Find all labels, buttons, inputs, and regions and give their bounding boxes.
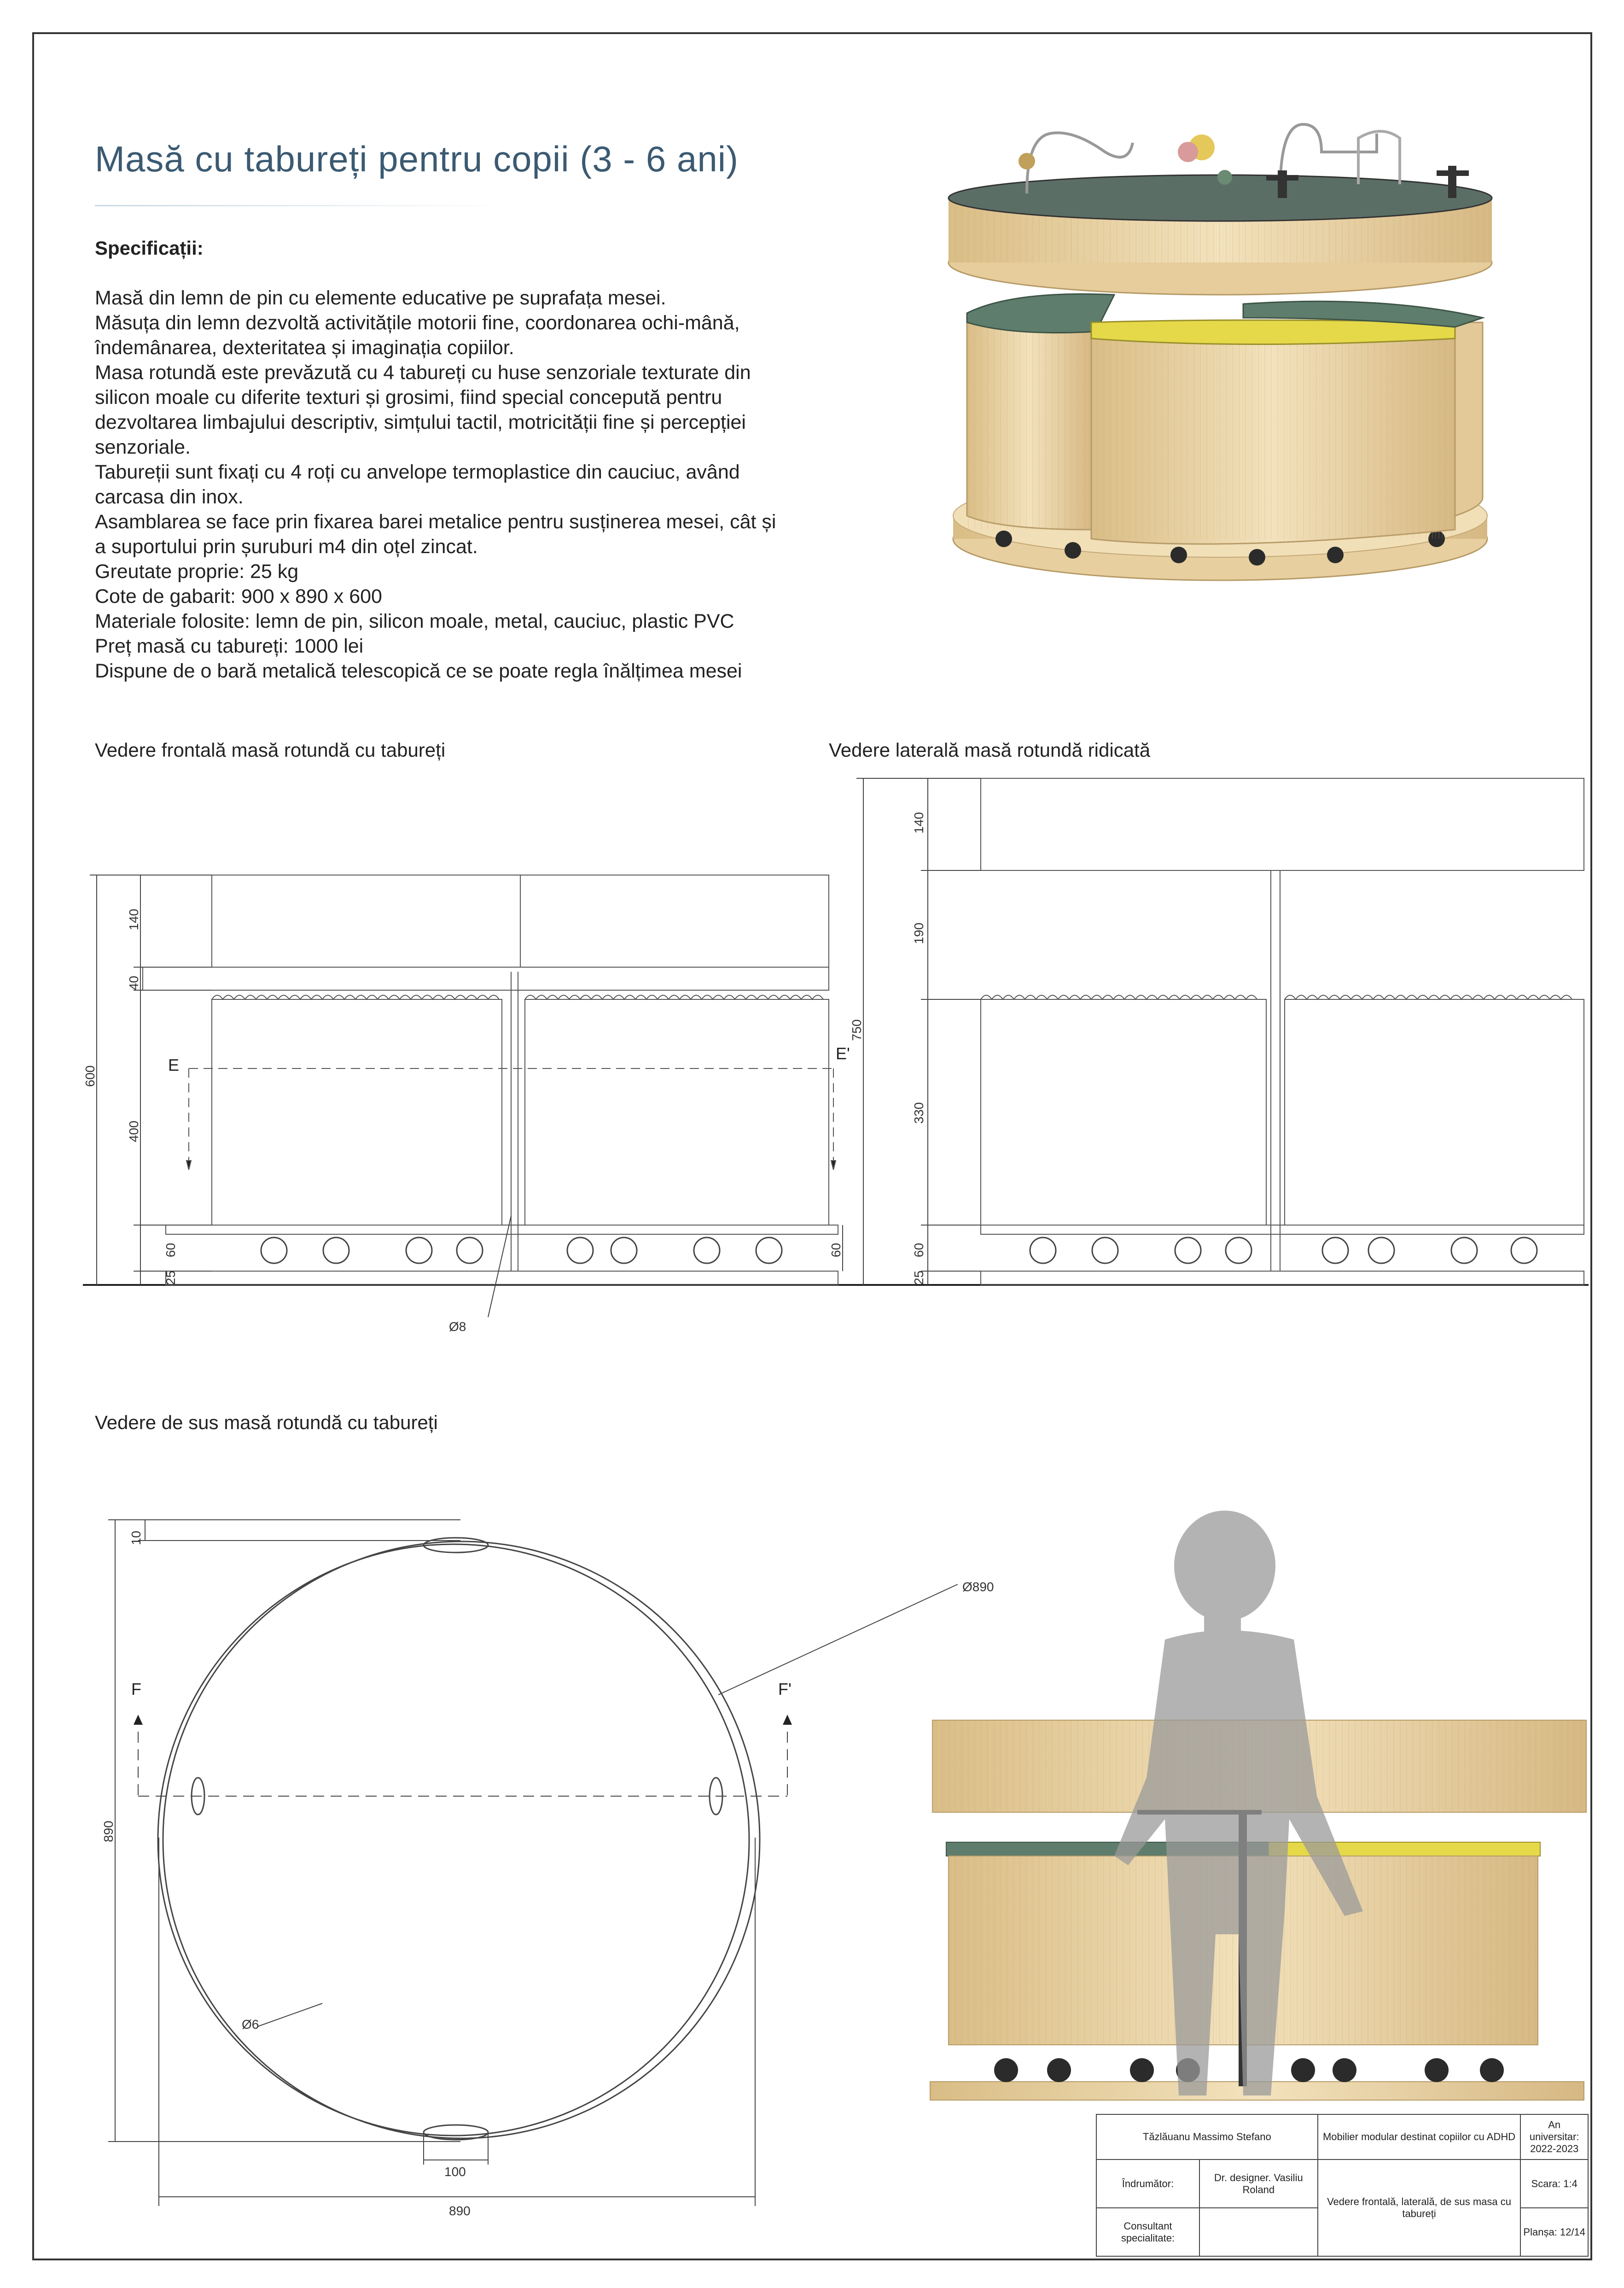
side-dim-wheel: 60 xyxy=(912,1243,926,1257)
side-dim-total: 750 xyxy=(850,1019,864,1041)
side-dim-stool: 330 xyxy=(912,1102,926,1124)
side-view-dimensions xyxy=(850,812,926,1285)
spec-line: a suportului prin șuruburi m4 din oțel zincat. xyxy=(95,536,478,558)
consultant-label: Consultant specialitate: xyxy=(1096,2208,1199,2256)
front-dim-stool: 400 xyxy=(127,1121,141,1142)
side-dim-bar: 190 xyxy=(912,922,926,944)
top-view-dimensions xyxy=(101,1531,994,2218)
spec-line: Tabureții sunt fixați cu 4 roți cu anvelope termoplastice din cauciuc, având xyxy=(95,461,740,483)
author-name: Tăzlăuanu Massimo Stefano xyxy=(1096,2114,1318,2160)
coordinator-label: Îndrumător: xyxy=(1096,2160,1199,2208)
year-label: An universitar: xyxy=(1529,2119,1579,2142)
academic-year xyxy=(1520,2114,1588,2160)
spec-heading: Specificații: xyxy=(95,237,204,259)
section-mark-f: F xyxy=(131,1680,141,1698)
spec-line: îndemânarea, dexteritatea și imaginația copiilor. xyxy=(95,337,514,359)
page-title: Masă cu tabureți pentru copii (3 - 6 ani) xyxy=(95,139,739,179)
render-3d xyxy=(949,124,1492,580)
top-dim-hole-width: 100 xyxy=(444,2165,466,2179)
sheet-number: Planșa: 12/14 xyxy=(1520,2208,1588,2256)
coordinator-name: Dr. designer. Vasiliu Roland xyxy=(1199,2160,1318,2208)
section-mark-e: E xyxy=(168,1056,180,1074)
spec-line: Asamblarea se face prin fixarea barei metalice pentru susținerea mesei, cât și xyxy=(95,511,776,533)
spec-line: Masă din lemn de pin cu elemente educative pe suprafața mesei. xyxy=(95,287,666,309)
spec-line: Cote de gabarit: 900 x 890 x 600 xyxy=(95,585,382,607)
title-block xyxy=(1096,2114,1589,2257)
spec-line: senzoriale. xyxy=(95,436,191,458)
spec-line: Masa rotundă este prevăzută cu 4 tabureți cu huse senzoriale texturate din xyxy=(95,362,751,384)
drawing-name: Vedere frontală, laterală, de sus masa cu tabureți xyxy=(1318,2160,1521,2256)
top-view-title: Vedere de sus masă rotundă cu tabureți xyxy=(95,1412,438,1433)
spec-line: silicon moale cu diferite texturi și grosimi, fiind special concepută pentru xyxy=(95,386,722,409)
spec-line: Dispune de o bară metalică telescopică ce se poate regla înălțimea mesei xyxy=(95,660,742,682)
spec-line: dezvoltarea limbajului descriptiv, simțului tactil, motricității fine și percepției xyxy=(95,411,746,433)
section-mark-e-prime: E' xyxy=(836,1044,850,1063)
front-dim-gap: 40 xyxy=(127,975,141,990)
side-dim-base: 25 xyxy=(912,1270,926,1285)
top-view-drawing xyxy=(108,1520,958,2206)
spec-line: carcasa din inox. xyxy=(95,486,244,508)
year-value: 2022-2023 xyxy=(1530,2143,1579,2154)
front-dim-base: 25 xyxy=(163,1270,178,1285)
spec-line: Greutate proprie: 25 kg xyxy=(95,560,299,583)
scale-render xyxy=(930,1511,1586,2100)
front-dim-wheel: 60 xyxy=(163,1243,178,1257)
spec-line: Preț masă cu tabureți: 1000 lei xyxy=(95,635,364,657)
consultant-name xyxy=(1199,2208,1318,2256)
hole-diameter-label: Ø6 xyxy=(242,2017,259,2031)
side-view-drawing xyxy=(856,778,1589,1285)
scale-value: Scara: 1:4 xyxy=(1520,2160,1588,2208)
spec-line: Măsuța din lemn dezvoltă activitățile motorii fine, coordonarea ochi-mână, xyxy=(95,312,740,334)
pipe-diameter-label: Ø8 xyxy=(449,1319,466,1334)
front-dim-top: 140 xyxy=(127,909,141,930)
section-mark-f-prime: F' xyxy=(778,1680,792,1698)
top-dim-offset: 10 xyxy=(129,1530,143,1545)
top-dim-depth: 890 xyxy=(101,1821,116,1842)
top-diameter-label: Ø890 xyxy=(962,1580,994,1594)
front-dim-total: 600 xyxy=(83,1065,97,1087)
front-dim-wheel-right: 60 xyxy=(829,1243,843,1257)
spec-line: Materiale folosite: lemn de pin, silicon moale, metal, cauciuc, plastic PVC xyxy=(95,610,734,632)
side-dim-top: 140 xyxy=(912,812,926,834)
project-name: Mobilier modular destinat copiilor cu ADHD xyxy=(1318,2114,1521,2160)
side-view-title: Vedere laterală masă rotundă ridicată xyxy=(829,739,1151,761)
front-view-drawing xyxy=(83,875,870,1317)
top-dim-width: 890 xyxy=(449,2204,471,2218)
front-view-title: Vedere frontală masă rotundă cu tabureți xyxy=(95,739,446,761)
